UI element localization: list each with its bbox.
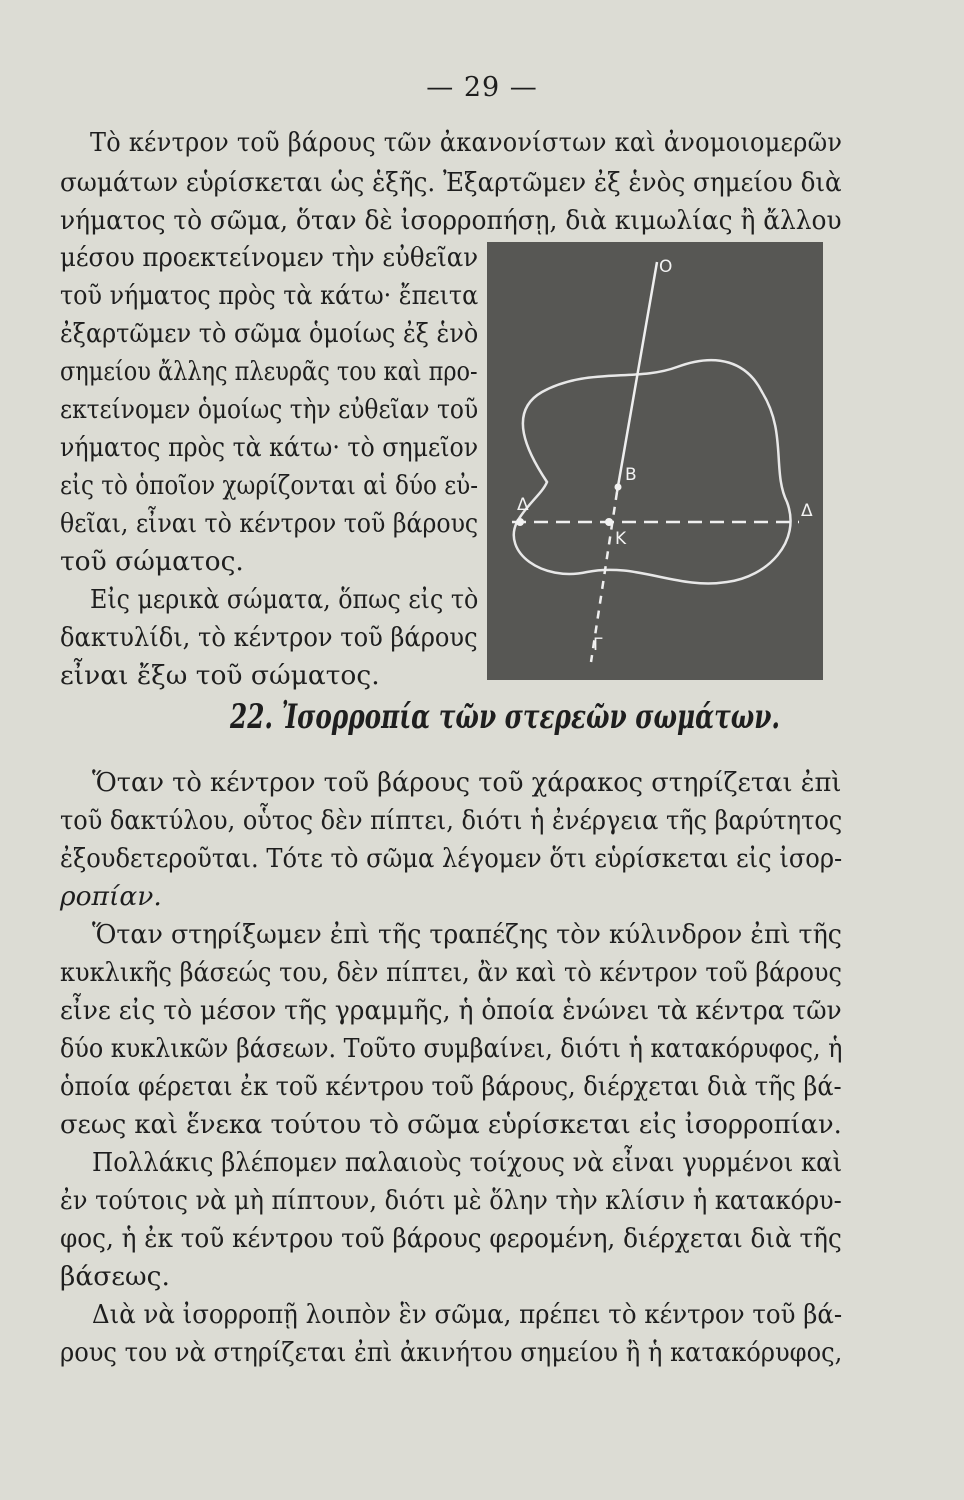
text-line: ἐν τούτοις νὰ μὴ πίπτουν, διότι μὲ ὅλην τὴν κλίσιν ἡ κατακόρυ- — [60, 1185, 842, 1216]
label-gamma: Γ — [593, 635, 603, 655]
text-line: εἶναι ἔξω τοῦ σώματος. — [60, 660, 380, 691]
text-line: βάσεως. — [60, 1261, 170, 1292]
text-line: σημείου ἄλλης πλευρᾶς του καὶ προ- — [60, 356, 478, 387]
text-line: Εἰς μερικὰ σώματα, ὅπως εἰς τὸ — [90, 584, 479, 615]
text-line: νήματος πρὸς τὰ κάτω· τὸ σημεῖον — [60, 432, 479, 463]
text-line: Διὰ νὰ ἰσορροπῇ λοιπὸν ἓν σῶμα, πρέπει τὸ κέντρον τοῦ βά- — [92, 1299, 843, 1330]
text-line: ὁποία φέρεται ἐκ τοῦ κέντρου τοῦ βάρους, διέρχεται διὰ τῆς βά- — [60, 1071, 842, 1102]
point-b — [615, 484, 622, 491]
text-line: Τὸ κέντρον τοῦ βάρους τῶν ἀκανονίστων καὶ ἀνομοιομερῶν — [90, 127, 843, 158]
center-of-gravity-figure — [487, 242, 823, 680]
text-line: κυκλικῆς βάσεώς του, δὲν πίπτει, ἂν καὶ τὸ κέντρον τοῦ βάρους — [60, 957, 842, 988]
text-line: ροπίαν. — [60, 881, 162, 912]
text-line: Πολλάκις βλέπομεν παλαιοὺς τοίχους νὰ εἶναι γυρμένοι καὶ — [92, 1147, 843, 1178]
text-line: εἰς τὸ ὁποῖον χωρίζονται αἱ δύο εὐ- — [60, 470, 478, 501]
text-line: ἐξαρτῶμεν τὸ σῶμα ὁμοίως ἐξ ἑνὸ — [60, 318, 479, 349]
point-delta-left — [516, 518, 524, 526]
text-line: δακτυλίδι, τὸ κέντρον τοῦ βάρους — [60, 622, 478, 653]
text-line: μέσου προεκτείνομεν τὴν εὐθεῖαν — [60, 242, 479, 273]
label-delta-right: Δ — [801, 501, 813, 521]
label-b: B — [625, 465, 637, 485]
text-line: εκτείνομεν ὁμοίως τὴν εὐθεῖαν τοῦ — [60, 394, 479, 425]
text-line: νήματος τὸ σῶμα, ὅταν δὲ ἰσορροπήσῃ, διὰ κιμωλίας ἢ ἄλλου — [60, 205, 842, 236]
text-line: Ὅταν στηρίξωμεν ἐπὶ τῆς τραπέζης τὸν κύλινδρον ἐπὶ τῆς — [92, 919, 842, 950]
text-line: ἐξουδετεροῦται. Τότε τὸ σῶμα λέγομεν ὅτι εὑρίσκεται εἰς ἰσορ- — [60, 843, 843, 874]
section-heading: 22. Ἰσορροπία τῶν στερεῶν σωμάτων. — [230, 697, 780, 737]
page-number: — 29 — — [426, 72, 538, 103]
text-line: τοῦ νήματος πρὸς τὰ κάτω· ἔπειτα — [60, 280, 479, 311]
text-line: εἶνε εἰς τὸ μέσον τῆς γραμμῆς, ἡ ὁποία ἑνώνει τὰ κέντρα τῶν — [60, 995, 842, 1026]
label-k: K — [615, 529, 627, 549]
text-line: φος, ἡ ἐκ τοῦ κέντρου τοῦ βάρους φερομένη, διέρχεται διὰ τῆς — [60, 1223, 842, 1254]
label-delta-left: Δ — [517, 495, 529, 515]
label-o: O — [659, 257, 673, 277]
text-line: τοῦ σώματος. — [60, 546, 244, 577]
text-line: τοῦ δακτύλου, οὗτος δὲν πίπτει, διότι ἡ ἐνέργεια τῆς βαρύτητος — [60, 805, 843, 836]
text-line: σωμάτων εὑρίσκεται ὡς ἑξῆς. Ἐξαρτῶμεν ἐξ ἑνὸς σημείου διὰ — [60, 167, 842, 198]
point-k — [605, 518, 613, 526]
text-line: θεῖαι, εἶναι τὸ κέντρον τοῦ βάρους — [60, 508, 479, 539]
text-line: Ὅταν τὸ κέντρον τοῦ βάρους τοῦ χάρακος στηρίζεται ἐπὶ — [92, 767, 842, 798]
text-line: δύο κυκλικῶν βάσεων. Τοῦτο συμβαίνει, διότι ἡ κατακόρυφος, ἡ — [60, 1033, 843, 1064]
text-line: σεως καὶ ἕνεκα τούτου τὸ σῶμα εὑρίσκεται εἰς ἰσορροπίαν. — [60, 1109, 842, 1140]
text-line: ρους του νὰ στηρίζεται ἐπὶ ἀκινήτου σημείου ἢ ἡ κατακόρυφος, — [60, 1337, 843, 1368]
